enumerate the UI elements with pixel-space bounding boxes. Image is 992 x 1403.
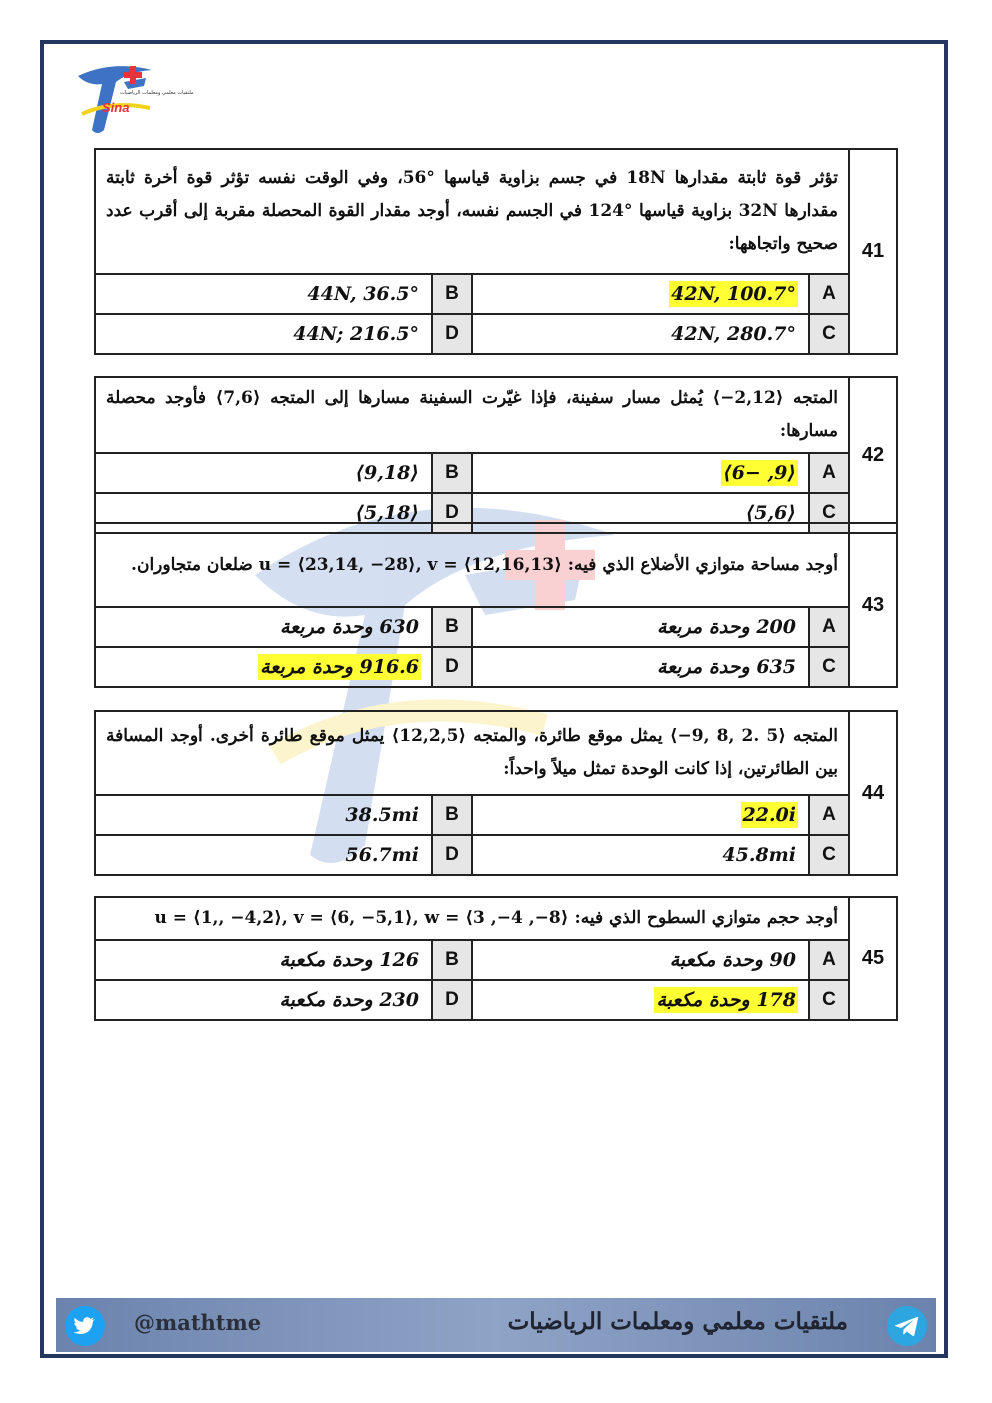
question-44	[94, 710, 898, 876]
option-text: 126 وحدة مكعبة	[279, 949, 419, 971]
option-text: 42N, 100.7°	[671, 283, 796, 305]
option-letter[interactable]: B	[432, 940, 472, 980]
option-text: 22.0i	[742, 804, 796, 826]
telegram-icon[interactable]	[886, 1305, 928, 1347]
option-text: 916.6 وحدة مربعة	[260, 656, 419, 678]
option-text: 56.7mi	[345, 844, 419, 866]
option-answer[interactable]	[95, 274, 432, 314]
option-text: ⟨9,18⟩	[355, 462, 419, 484]
option-letter[interactable]: A	[809, 940, 849, 980]
option-answer[interactable]	[472, 453, 809, 493]
option-answer[interactable]	[472, 314, 809, 354]
option-answer[interactable]	[95, 980, 432, 1020]
option-letter[interactable]: C	[809, 647, 849, 687]
option-letter[interactable]: A	[809, 274, 849, 314]
option-letter[interactable]: D	[432, 493, 472, 533]
option-text: 230 وحدة مكعبة	[279, 989, 419, 1011]
question-number: 43	[849, 523, 897, 687]
option-text: ⟨9, −6⟩	[723, 462, 796, 484]
option-answer[interactable]	[95, 647, 432, 687]
option-letter[interactable]: D	[432, 647, 472, 687]
option-letter[interactable]: C	[809, 314, 849, 354]
option-text: ⟨5,6⟩	[745, 502, 796, 524]
option-text: 90 وحدة مكعبة	[669, 949, 796, 971]
option-letter[interactable]: D	[432, 835, 472, 875]
option-answer[interactable]	[95, 314, 432, 354]
option-answer[interactable]	[472, 607, 809, 647]
question-number: 45	[849, 897, 897, 1020]
option-answer[interactable]	[472, 835, 809, 875]
option-text: 630 وحدة مربعة	[279, 616, 419, 638]
option-text: ⟨5,18⟩	[355, 502, 419, 524]
twitter-icon[interactable]	[64, 1305, 106, 1347]
logo-text: Sina	[102, 100, 130, 115]
option-letter[interactable]: D	[432, 314, 472, 354]
option-text: 200 وحدة مربعة	[656, 616, 796, 638]
option-answer[interactable]	[472, 274, 809, 314]
option-answer[interactable]	[472, 940, 809, 980]
question-stem: تؤثر قوة ثابتة مقدارها 18N في جسم بزاوية قياسها °56، وفي الوقت نفسه تؤثر قوة أخرة ثابتة مقدارها 32N بزاوية قياسها °124 في الجسم نفسه، أوجد مقدار القوة المحصلة مقربة إلى أقرب عدد صحيح واتجاهها:	[95, 149, 849, 274]
option-answer[interactable]	[472, 647, 809, 687]
logo-tagline: ملتقيات معلمي ومعلمات الرياضيات	[120, 90, 194, 96]
option-answer[interactable]	[95, 835, 432, 875]
footer-banner	[56, 1298, 936, 1352]
question-45	[94, 896, 898, 1021]
option-text: 635 وحدة مربعة	[656, 656, 796, 678]
question-number: 44	[849, 711, 897, 875]
question-number: 41	[849, 149, 897, 354]
question-stem: أوجد مساحة متوازي الأضلاع الذي فيه: ⟨12,16,13⟩ = u = ⟨23,14, −28⟩, v ضلعان متجاوران.	[95, 523, 849, 607]
question-stem: المتجه ⟨2,12−⟩ يُمثل مسار سفينة، فإذا غيّرت السفينة مسارها إلى المتجه ⟨7,6⟩ فأوجد محصلة مسارها:	[95, 377, 849, 453]
site-logo	[72, 56, 194, 138]
footer-handle[interactable]: @mathtme	[134, 1310, 262, 1335]
question-43	[94, 522, 898, 688]
option-letter[interactable]: B	[432, 795, 472, 835]
option-answer[interactable]	[95, 453, 432, 493]
option-letter[interactable]: C	[809, 835, 849, 875]
question-number: 42	[849, 377, 897, 533]
option-letter[interactable]: A	[809, 453, 849, 493]
option-answer[interactable]	[95, 940, 432, 980]
option-letter[interactable]: A	[809, 607, 849, 647]
option-text: 42N, 280.7°	[671, 323, 796, 345]
option-text: 45.8mi	[722, 844, 796, 866]
option-text: 38.5mi	[345, 804, 419, 826]
option-text: 44N, 36.5°	[307, 283, 419, 305]
option-letter[interactable]: D	[432, 980, 472, 1020]
option-answer[interactable]	[472, 795, 809, 835]
option-text: 178 وحدة مكعبة	[656, 989, 796, 1011]
option-answer[interactable]	[472, 980, 809, 1020]
option-text: 44N; 216.5°	[293, 323, 419, 345]
question-stem: أوجد حجم متوازي السطوح الذي فيه: ⟨8−, 4−, 3⟩ = u = ⟨1,, −4,2⟩, v = ⟨6, −5,1⟩, w	[95, 897, 849, 940]
option-letter[interactable]: A	[809, 795, 849, 835]
question-41	[94, 148, 898, 355]
option-letter[interactable]: B	[432, 607, 472, 647]
question-stem: المتجه ⟨5 .2 ,8 ,9−⟩ يمثل موقع طائرة، والمتجه ⟨12,2,5⟩ يمثل موقع طائرة أخرى. أوجد المسافة بين الطائرتين، إذا كانت الوحدة تمثل ميلاً واحداً:	[95, 711, 849, 795]
option-answer[interactable]	[95, 607, 432, 647]
option-letter[interactable]: B	[432, 274, 472, 314]
option-letter[interactable]: B	[432, 453, 472, 493]
option-letter[interactable]: C	[809, 980, 849, 1020]
option-answer[interactable]	[95, 795, 432, 835]
question-42	[94, 376, 898, 534]
option-letter[interactable]: C	[809, 493, 849, 533]
footer-title: ملتقيات معلمي ومعلمات الرياضيات	[507, 1308, 848, 1335]
